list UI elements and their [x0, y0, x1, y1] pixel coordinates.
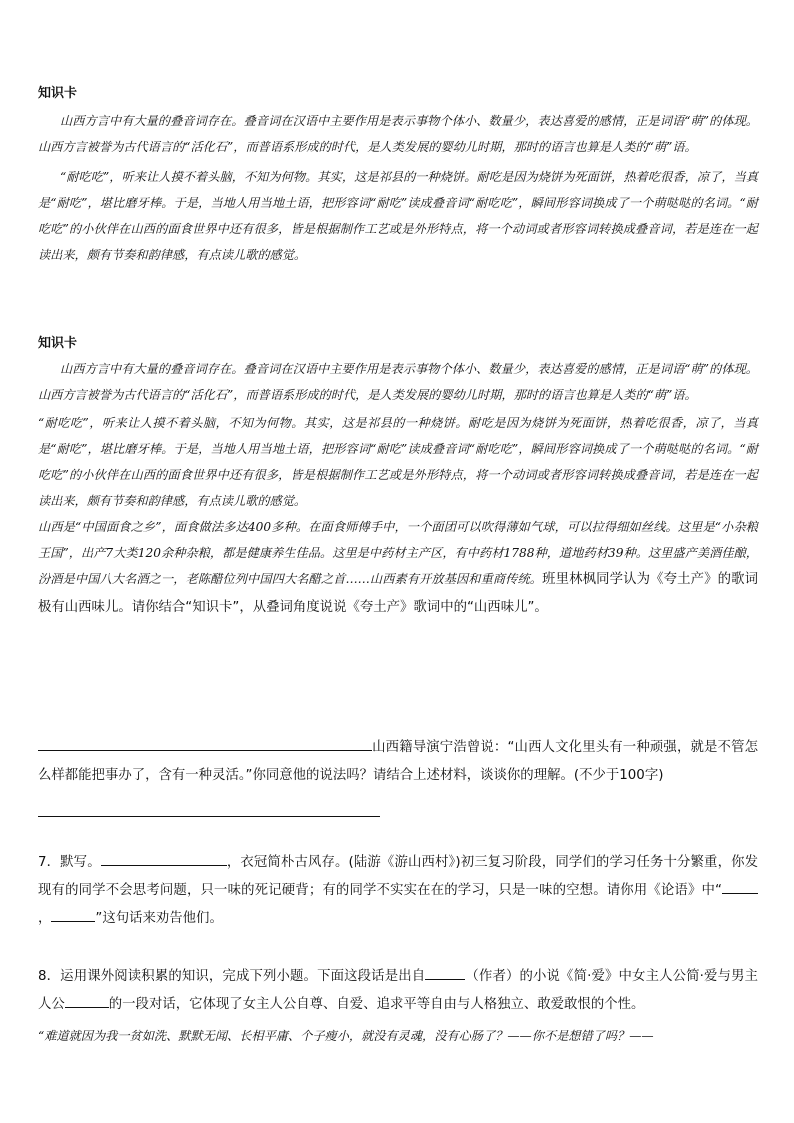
q8-blank-author[interactable] — [425, 965, 465, 980]
card2-paragraph-1: 山西方言中有大量的叠音词存在。叠音词在汉语中主要作用是表示事物个体小、数量少，表达喜爱的感情，正是词语“萌”的体现。山西方言被誉为古代语言的“活化石”，而普语系形成的时代，是人类发展的婴幼儿时期，那时的语言也算是人类的“萌”语。 — [38, 362, 758, 402]
question-shanxi — [38, 734, 758, 790]
question-7 — [38, 849, 758, 933]
card1-paragraph-2: “耐吃吃”，听来让人摸不着头脑，不知为何物。其实，这是祁县的一种烧饼。耐吃是因为烧饼为死面饼，热着吃很香，凉了，当真是“耐吃”，堪比磨牙棒。于是，当地人用当地土语，把形容词“耐吃”读成叠音词“耐吃吃”，瞬间形容词换成了一个萌哒哒的名词。“耐吃吃”的小伙伴在山西的面食世界中还有很多，皆是根据制作工艺或是外形特点，将一个动词或者形容词转换成叠音词，若是连在一起读出来，颇有节奏和韵律感，有点读儿歌的感觉。 — [38, 170, 758, 262]
q7-blank-3[interactable] — [51, 907, 95, 922]
q8-blank-hero[interactable] — [65, 993, 109, 1008]
q7-blank-1[interactable] — [101, 851, 227, 866]
question-8 — [38, 963, 758, 1049]
q8-quote: “难道就因为我一贫如洗、默默无闻、长相平庸、个子瘦小，就没有灵魂，没有心肠了？——你不是想错了吗？—— — [38, 1029, 654, 1043]
question-shanxi-prompt: 山西籍导演宁浩曾说：“山西人文化里头有一种顽强，就是不管怎么样都能把事办了，含有一种灵活。”你同意他的说法吗？请结合上述材料，谈谈你的理解。(不少于100字) — [38, 740, 758, 783]
question-7-number: 7．默写。 — [38, 855, 101, 870]
q8-text-2: （作者）的小说《简·爱》中女主人公简·爱与男主人公 — [38, 969, 758, 1012]
card2-paragraph-2: “耐吃吃”，听来让人摸不着头脑，不知为何物。其实，这是祁县的一种烧饼。耐吃是因为烧饼为死面饼，热着吃很香，凉了，当真是“耐吃”，堪比磨牙棒。于是，当地人用当地土语，把形容词“耐吃”读成叠音词“耐吃吃”，瞬间形容词换成了一个萌哒哒的名词。“耐吃吃”的小伙伴在山西的面食世界中还有很多，皆是根据制作工艺或是外形特点，将一个动词或者形容词转换成叠音词，若是连在一起读出来，颇有节奏和韵律感，有点读儿歌的感觉。 — [38, 416, 758, 508]
card2-paragraph-3-text: 山西是“中国面食之乡”，面食做法多达400多种。在面食师傅手中，一个面团可以吹得薄如气球，可以拉得细如丝线。这里是“小杂粮王国”，出产7大类120余种杂粮，都是健康养生佳品。这里是中药材主产区，有中药材1788种，道地药材39种。这里盛产美酒佳酿，汾酒是中国八大名酒之一，老陈醋位列中国四大名醋之首……山西素有开放基因和重商传统。 — [38, 520, 758, 586]
answer-line[interactable] — [38, 816, 380, 817]
q7-text-b: ”这句话来劝告他们。 — [95, 911, 223, 926]
card2-body — [38, 356, 758, 622]
q7-blank-2[interactable] — [722, 879, 758, 894]
card1-paragraph-1: 山西方言中有大量的叠音词存在。叠音词在汉语中主要作用是表示事物个体小、数量少，表达喜爱的感情，正是词语“萌”的体现。山西方言被誉为古代语言的“活化石”，而普语系形成的时代，是人类发展的婴幼儿时期，那时的语言也算是人类的“萌”语。 — [38, 114, 758, 154]
q8-text-3: 的一段对话，它体现了女主人公自尊、自爱、追求平等自由与人格独立、敢爱敢恨的个性。 — [108, 997, 645, 1012]
card2-paragraph-3 — [38, 514, 758, 622]
answer-blank[interactable] — [38, 736, 372, 751]
card1-heading: 知识卡 — [38, 86, 78, 101]
q7-text-a: ，衣冠简朴古风存。(陆游《游山西村》)初三复习阶段，同学们的学习任务十分繁重，你发现有的同学不会思考问题，只一味的死记硬背；有的同学不实实在在的学习，只是一味的空想。请你用《论语》中“ — [38, 855, 758, 898]
question-8-text — [38, 963, 758, 1019]
card2-heading: 知识卡 — [38, 336, 78, 351]
card2-question: 班里林枫同学认为《夸土产》的歌词极有山西味儿。请你结合“知识卡”，从叠词角度说说《夸土产》歌词中的“山西味儿”。 — [38, 572, 759, 615]
question-shanxi-text — [38, 734, 758, 790]
q8-text-1: 8．运用课外阅读积累的知识，完成下列小题。下面这段话是出自 — [38, 969, 426, 984]
q7-separator: ， — [38, 911, 52, 926]
card1-body — [38, 108, 758, 268]
question-7-text — [38, 849, 758, 933]
